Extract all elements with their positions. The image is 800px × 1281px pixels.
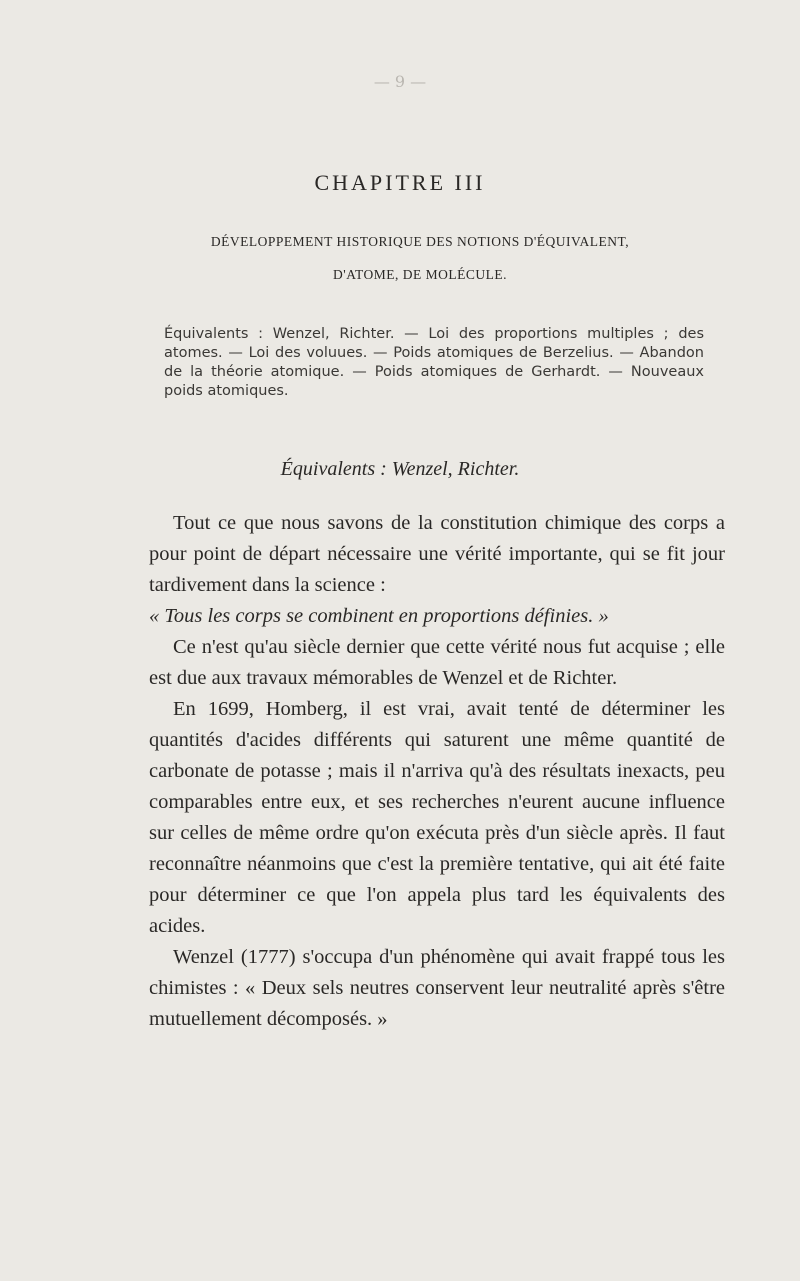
- quote-paragraph: « Tous les corps se combinent en proportions définies. »: [149, 605, 609, 627]
- body-text: [149, 508, 725, 1035]
- section-heading: Équivalents : Wenzel, Richter.: [280, 458, 520, 480]
- paragraph: Tout ce que nous savons de la constitution chimique des corps a pour point de départ nécessaire une vérité importante, qui se fit jour tardivement dans la science :: [149, 512, 725, 596]
- paragraph: Ce n'est qu'au siècle dernier que cette vérité nous fut acquise ; elle est due aux travaux mémorables de Wenzel et de Richter.: [149, 636, 725, 689]
- paragraph: Wenzel (1777) s'occupa d'un phénomène qui avait frappé tous les chimistes : « Deux sels neutres conservent leur neutralité après s'être mutuellement décomposés. »: [149, 946, 725, 1030]
- chapter-title: CHAPITRE III: [314, 170, 486, 195]
- page-number: — 9 —: [373, 72, 427, 91]
- chapter-subtitle-line-2: D'ATOME, DE MOLÉCULE.: [333, 267, 507, 282]
- chapter-summary: Équivalents : Wenzel, Richter. — Loi des proportions multiples ; des atomes. — Loi des voluues. — Poids atomiques de Berzelius. — Abandon de la théorie atomique. — Poids atomiques de Gerhardt. — Nouveaux poids atomiques.: [164, 326, 704, 399]
- chapter-subtitle-line-1: DÉVELOPPEMENT HISTORIQUE DES NOTIONS D'ÉQUIVALENT,: [210, 234, 630, 249]
- paragraph: En 1699, Homberg, il est vrai, avait tenté de déterminer les quantités d'acides différents qui saturent une même quantité de carbonate de potasse ; mais il n'arriva qu'à des résultats inexacts, peu comparables entre eux, et ses recherches n'eurent aucune influence sur celles de même ordre qu'on exécuta près d'un siècle après. Il faut reconnaître néanmoins que c'est la première tentative, qui ait été faite pour déterminer ce que l'on appela plus tard les équivalents des acides.: [149, 698, 725, 937]
